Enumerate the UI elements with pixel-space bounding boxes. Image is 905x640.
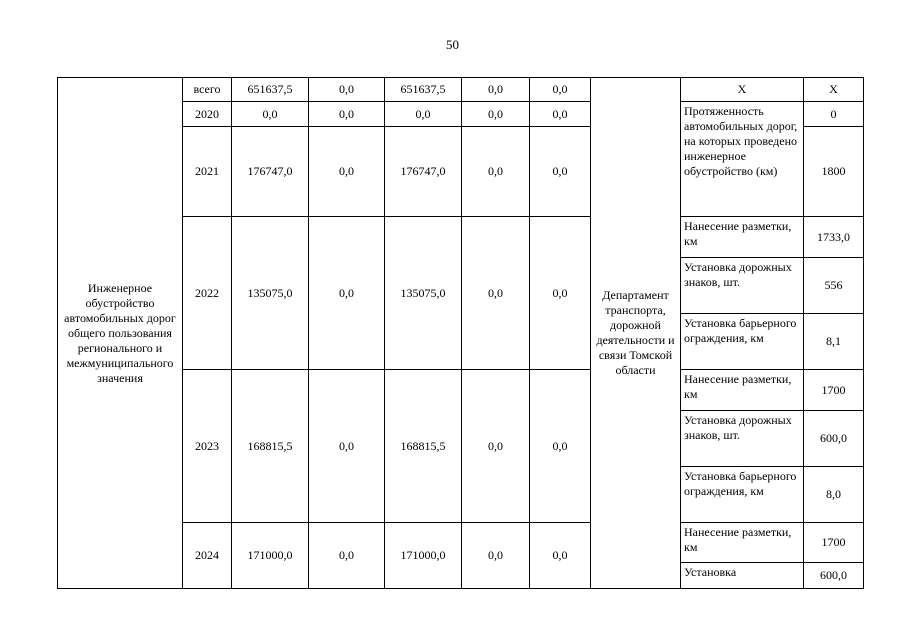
year-cell: 2021 xyxy=(183,127,232,217)
indicator-name: Установка барьерного ограждения, км xyxy=(681,314,804,370)
other-cell: 0,0 xyxy=(530,370,591,523)
federal-cell: 0,0 xyxy=(309,127,385,217)
local-cell: 0,0 xyxy=(462,217,530,370)
total-cell: 171000,0 xyxy=(232,523,309,589)
page-number: 50 xyxy=(446,37,459,52)
indicator-value: 8,0 xyxy=(804,467,864,523)
indicator-name: Протяженность автомобильных дорог, на которых проведено инженерное обустройство (км) xyxy=(681,102,804,217)
year-cell: 2023 xyxy=(183,370,232,523)
local-cell: 0,0 xyxy=(462,78,530,102)
total-cell: 651637,5 xyxy=(232,78,309,102)
other-cell: 0,0 xyxy=(530,78,591,102)
indicator-name: Нанесение разметки, км xyxy=(681,523,804,563)
other-cell: 0,0 xyxy=(530,217,591,370)
federal-cell: 0,0 xyxy=(309,78,385,102)
indicator-value: 1700 xyxy=(804,370,864,411)
indicator-value: 600,0 xyxy=(804,563,864,589)
regional-cell: 168815,5 xyxy=(385,370,462,523)
regional-cell: 176747,0 xyxy=(385,127,462,217)
indicator-value: 556 xyxy=(804,258,864,314)
total-cell: 0,0 xyxy=(232,102,309,127)
other-cell: 0,0 xyxy=(530,102,591,127)
program-table xyxy=(57,77,864,589)
regional-cell: 171000,0 xyxy=(385,523,462,589)
total-cell: 168815,5 xyxy=(232,370,309,523)
regional-cell: 651637,5 xyxy=(385,78,462,102)
indicator-value: Х xyxy=(804,78,864,102)
year-cell: 2020 xyxy=(183,102,232,127)
indicator-value: 600,0 xyxy=(804,411,864,467)
federal-cell: 0,0 xyxy=(309,370,385,523)
local-cell: 0,0 xyxy=(462,127,530,217)
total-cell: 176747,0 xyxy=(232,127,309,217)
other-cell: 0,0 xyxy=(530,523,591,589)
indicator-value: 1700 xyxy=(804,523,864,563)
year-cell: 2022 xyxy=(183,217,232,370)
indicator-name: Нанесение разметки, км xyxy=(681,217,804,258)
activity-name-cell xyxy=(58,78,183,589)
indicator-name: Установка барьерного ограждения, км xyxy=(681,467,804,523)
indicator-value: 1800 xyxy=(804,127,864,217)
indicator-name: Нанесение разметки, км xyxy=(681,370,804,411)
indicator-value: 0 xyxy=(804,102,864,127)
indicator-value: 8,1 xyxy=(804,314,864,370)
executor: Департамент транспорта, дорожной деятельности и связи Томской области xyxy=(596,288,675,377)
federal-cell: 0,0 xyxy=(309,217,385,370)
activity-name: Инженерное обустройство автомобильных дорог общего пользования регионального и межмуниципального значения xyxy=(64,280,176,385)
year-cell: 2024 xyxy=(183,523,232,589)
indicator-name: Установка дорожных знаков, шт. xyxy=(681,411,804,467)
local-cell: 0,0 xyxy=(462,523,530,589)
year-cell: всего xyxy=(183,78,232,102)
other-cell: 0,0 xyxy=(530,127,591,217)
total-cell: 135075,0 xyxy=(232,217,309,370)
indicator-value: 1733,0 xyxy=(804,217,864,258)
executor-cell xyxy=(591,78,681,589)
local-cell: 0,0 xyxy=(462,370,530,523)
indicator-name: Установка xyxy=(681,563,804,589)
regional-cell: 0,0 xyxy=(385,102,462,127)
indicator-name: Установка дорожных знаков, шт. xyxy=(681,258,804,314)
regional-cell: 135075,0 xyxy=(385,217,462,370)
local-cell: 0,0 xyxy=(462,102,530,127)
federal-cell: 0,0 xyxy=(309,102,385,127)
indicator-name: Х xyxy=(681,78,804,102)
federal-cell: 0,0 xyxy=(309,523,385,589)
